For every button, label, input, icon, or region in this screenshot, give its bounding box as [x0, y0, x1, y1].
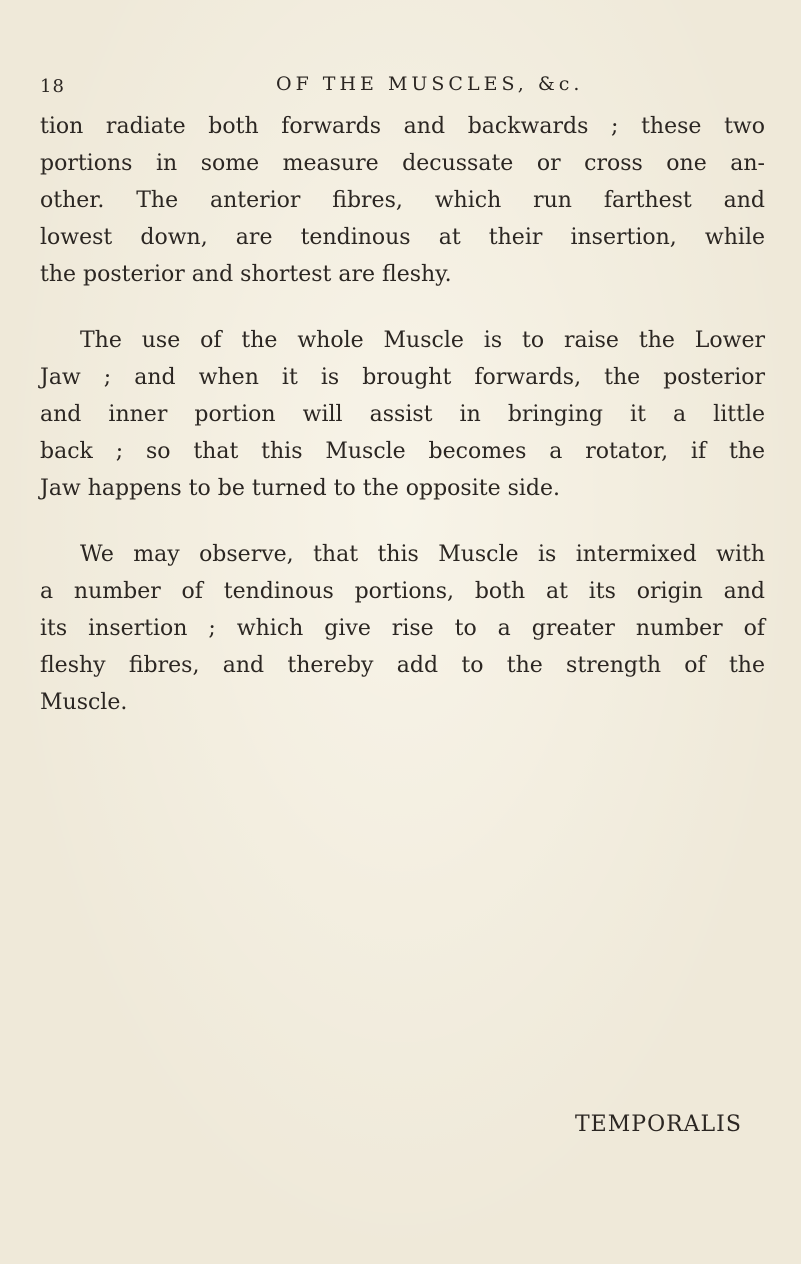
text-line: portions in some measure decussate or cross one an-	[40, 151, 765, 176]
text-line: Jaw happens to be turned to the opposite side.	[40, 476, 561, 501]
text-line: The use of the whole Muscle is to raise the Lower	[80, 328, 765, 353]
text-line: Jaw ; and when it is brought forwards, the posterior	[40, 365, 765, 390]
page-number: 18	[40, 76, 65, 97]
text-line: its insertion ; which give rise to a greater number of	[40, 616, 765, 641]
paragraph-3	[40, 536, 765, 721]
text-line: fleshy fibres, and thereby add to the strength of the	[40, 653, 765, 678]
paragraph-2	[40, 322, 765, 507]
catchword: TEMPORALIS	[575, 1112, 742, 1137]
text-line: We may observe, that this Muscle is intermixed with	[80, 542, 765, 567]
text-line: back ; so that this Muscle becomes a rotator, if the	[40, 439, 765, 464]
text-line: a number of tendinous portions, both at its origin and	[40, 579, 765, 604]
text-line: lowest down, are tendinous at their insertion, while	[40, 225, 765, 250]
text-line: and inner portion will assist in bringing it a little	[40, 402, 765, 427]
text-line: Muscle.	[40, 690, 128, 715]
page-header	[0, 70, 801, 100]
body-text	[40, 108, 765, 721]
paragraph-1	[40, 108, 765, 293]
text-line: other. The anterior fibres, which run farthest and	[40, 188, 765, 213]
text-line: the posterior and shortest are fleshy.	[40, 262, 452, 287]
running-head: OF THE MUSCLES, &c.	[276, 73, 584, 95]
text-line: tion radiate both forwards and backwards ; these two	[40, 114, 765, 139]
